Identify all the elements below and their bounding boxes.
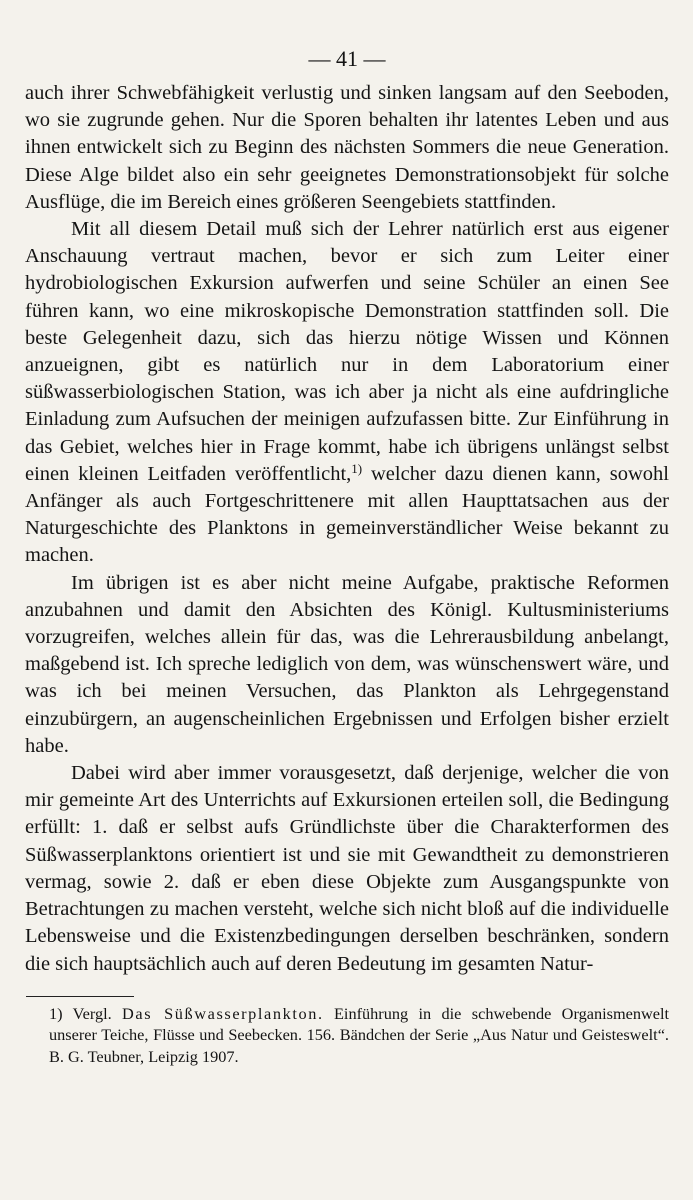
paragraph-3: Im übrigen ist es aber nicht meine Aufgabe, praktische Reformen anzubahnen und damit den Absichten des Königl. Kultusministeriums vorzugreifen, welches allein für das, was die Lehrerausbildung anbelangt, maßgebend ist. Ich spreche lediglich von dem, was wünschenswert wäre, und was ich bei meinen Versuchen, das Plankton als Lehrgegenstand einzubürgern, an augenscheinlichen Ergebnissen und Erfolgen bisher erzielt habe. [25,571,669,757]
paragraph-4: Dabei wird aber immer vorausgesetzt, daß derjenige, welcher die von mir gemeinte Art des Unterrichts auf Exkursionen erteilen soll, die Bedingung erfüllt: 1. daß er selbst aufs Gründlichste über die Charakterformen des Süßwasserplanktons orientiert ist und sie mit Gewandtheit zu demonstrieren vermag, sowie 2. daß er eben diese Objekte zum Ausgangspunkte von Betrachtungen zu machen versteht, welche sich nicht bloß auf die individuelle Lebensweise und die Existenzbedingungen derselben beschränken, sondern die sich hauptsächlich auch auf deren Bedeutung im gesamten Natur- [25,762,669,975]
footnote-reference: 1) [351,460,363,476]
footnote-marker: 1) [49,1003,63,1023]
paragraph-2-continuation: welcher dazu dienen kann, sowohl Anfänger als auch Fortgeschrittenere mit allen Haupttatsachen aus der Naturgeschichte des Planktons in gemeinverständlicher Weise bekannt zu machen. [25,462,669,567]
main-text [25,80,669,978]
footnote-details: Einführung in die schwebende Organismenwelt unserer Teiche, Flüsse und Seebecken. 156. Bändchen der Serie „Aus Natur und Geisteswelt“. B. G. Teubner, Leipzig 1907. [49,1003,670,1066]
paragraph-2-text: Mit all diesem Detail muß sich der Lehrer natürlich erst aus eigener Anschauung vertraut machen, bevor er sich zum Leiter einer hydrobiologischen Exkursion aufwerfen und seine Schüler an einen See führen kann, wo eine mikroskopische Demonstration stattfinden soll. Die beste Gelegenheit dazu, sich das hierzu nötige Wissen und Können anzueignen, gibt es natürlich nur in dem Laboratorium einer süßwasserbiologischen Station, was ich aber ja nicht als eine aufdringliche Einladung zum Aufsuchen der meinigen aufzufassen bitte. Zur Einführung in das Gebiet, welches hier in Frage kommt, habe ich übrigens unlängst selbst einen kleinen Leitfaden veröffentlicht, [25,218,669,485]
paragraph-2 [25,216,669,570]
paragraph-1: auch ihrer Schwebfähigkeit verlustig und sinken langsam auf den Seeboden, wo sie zugrunde gehen. Nur die Sporen behalten ihr latentes Leben und aus ihnen entwickelt sich zu Beginn des nächsten Sommers die neue Generation. Diese Alge bildet also ein sehr geeignetes Demonstrationsobjekt für solche Ausflüge, die im Bereich eines größeren Seengebiets stattfinden. [25,82,669,213]
footnote-book-title: Das Süßwasserplankton. [122,1003,324,1023]
page-header [25,0,669,80]
page-number: — 41 — [308,46,386,71]
footnote-divider [26,996,134,997]
footnote-lead: Vergl. [72,1003,112,1023]
footnote [25,1003,669,1068]
